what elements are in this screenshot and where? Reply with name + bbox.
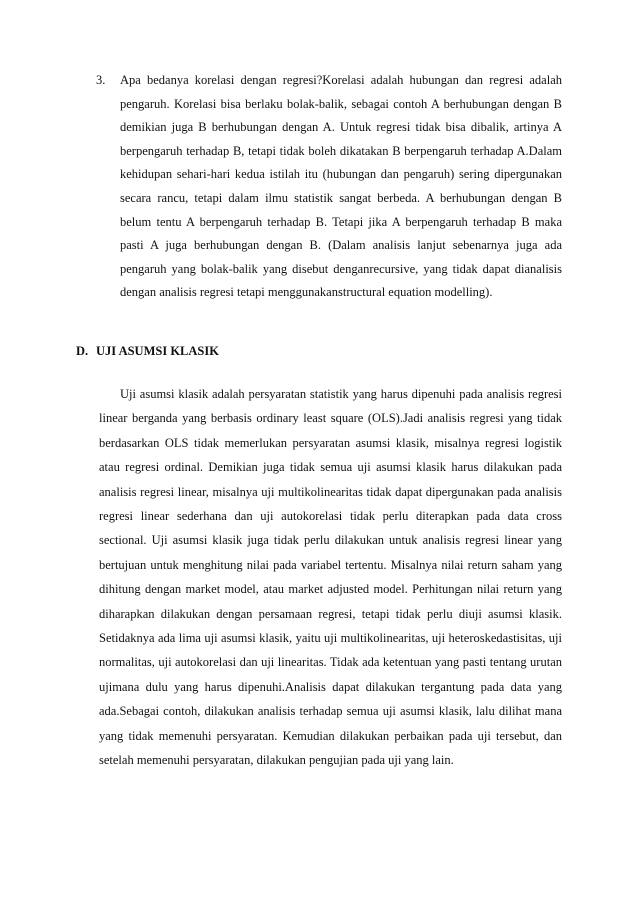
list-item-3: [96, 69, 562, 305]
list-item-text: Apa bedanya korelasi dengan regresi?Korelasi adalah hubungan dan regresi adalah pengaruh. Korelasi bisa berlaku bolak-balik, sebagai contoh A berhubungan dengan B demikian juga B berhubungan dengan A. Untuk regresi tidak bisa dibalik, artinya A berpengaruh terhadap B, tetapi tidak boleh dikatakan B berpengaruh terhadap A.Dalam kehidupan sehari-hari kedua istilah itu (hubungan dan pengaruh) sering dipergunakan secara rancu, tetapi dalam ilmu statistik sangat berbeda. A berhubungan dengan B belum tentu A berpengaruh terhadap B. Tetapi jika A berpengaruh terhadap B maka pasti A juga berhubungan dengan B. (Dalam analisis lanjut sebenarnya juga ada pengaruh yang bolak-balik yang disebut denganrecursive, yang tidak dapat dianalisis dengan analisis regresi tetapi menggunakanstructural equation modelling).: [120, 73, 562, 300]
section-letter: D.: [76, 344, 89, 358]
list-number: 3.: [96, 73, 106, 87]
section-heading: [76, 343, 219, 359]
section-paragraph: Uji asumsi klasik adalah persyaratan statistik yang harus dipenuhi pada analisis regresi linear berganda yang berbasis ordinary least square (OLS).Jadi analisis regresi yang tidak berdasarkan OLS tidak memerlukan persyaratan asumsi klasik, misalnya regresi logistik atau regresi ordinal. Demikian juga tidak semua uji asumsi klasik harus dilakukan pada analisis regresi linear, misalnya uji multikolinearitas tidak dapat dipergunakan pada analisis regresi linear sederhana dan uji autokorelasi tidak perlu diterapkan pada data cross sectional. Uji asumsi klasik juga tidak perlu dilakukan untuk analisis regresi linear yang bertujuan untuk menghitung nilai pada variabel tertentu. Misalnya nilai return saham yang dihitung dengan market model, atau market adjusted model. Perhitungan nilai return yang diharapkan dilakukan dengan persamaan regresi, tetapi tidak perlu diuji asumsi klasik. Setidaknya ada lima uji asumsi klasik, yaitu uji multikolinearitas, uji heteroskedastisitas, uji normalitas, uji autokorelasi dan uji linearitas. Tidak ada ketentuan yang pasti tentang urutan ujimana dulu yang harus dipenuhi.Analisis dapat dilakukan tergantung pada data yang ada.Sebagai contoh, dilakukan analisis terhadap semua uji asumsi klasik, lalu dilihat mana yang tidak memenuhi persyaratan. Kemudian dilakukan perbaikan pada uji tersebut, dan setelah memenuhi persyaratan, dilakukan pengujian pada uji yang lain.: [99, 387, 562, 768]
section-title: UJI ASUMSI KLASIK: [96, 344, 219, 358]
